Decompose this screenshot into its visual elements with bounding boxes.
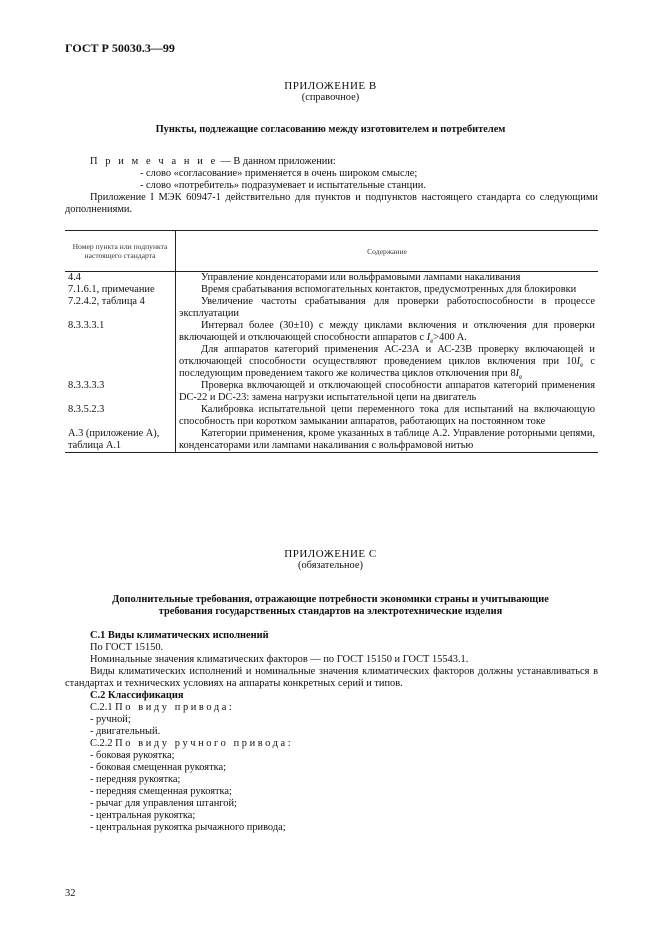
c22-line: С.2.2 По виду ручного привода: bbox=[90, 738, 294, 749]
page-number: 32 bbox=[65, 888, 76, 899]
list-item: - боковая рукоятка; bbox=[90, 750, 175, 761]
table-cell-content: Проверка включающей и отключающей способности аппаратов категорий применения DC-22 и DC-23: замена нагрузки испытательной цепи на двигатель bbox=[179, 380, 595, 403]
appendix-b-title: ПРИЛОЖЕНИЕ В bbox=[284, 80, 377, 92]
c2-heading: С.2 Классификация bbox=[90, 690, 184, 701]
clauses-table bbox=[65, 230, 598, 453]
list-item: - ручной; bbox=[90, 714, 131, 725]
table-header-row bbox=[65, 231, 598, 272]
table-header-content: Содержание bbox=[176, 231, 599, 272]
appendix-c-heading-line1: Дополнительные требования, отражающие потребности экономики страны и учитывающие bbox=[112, 594, 549, 605]
appendix-b-subtitle: (справочное) bbox=[301, 92, 360, 103]
appendix-c-heading-line2: требования государственных стандартов на электротехнические изделия bbox=[158, 606, 503, 617]
document-id-header: ГОСТ Р 50030.3—99 bbox=[65, 41, 175, 55]
list-item: - центральная рукоятка рычажного привода; bbox=[90, 822, 286, 833]
c1-paragraph: Виды климатических исполнений и номинальные значения климатических факторов должны устанавливаться в стандартах и технических условиях на аппараты конкретных серий и типов. bbox=[65, 666, 598, 689]
table-cell-clause: 8.3.3.3.1 bbox=[65, 320, 176, 380]
table-row bbox=[65, 404, 598, 428]
note-item: - слово «согласование» применяется в очень широком смысле; bbox=[140, 168, 418, 179]
table-cell-content: Интервал более (30±10) с между циклами включения и отключения для проверки включающей и отключающей способности аппаратов с $I_e>400$ A. Для аппаратов категорий применения АС-23А и АС-23В проверку включающей и отключающей способности осуществляют проведением циклов включения при $10I_e$ с последующим проведением такого же количества циклов отключения при $8I_e$ bbox=[179, 320, 595, 381]
table-row bbox=[65, 272, 598, 285]
list-item: - боковая смещенная рукоятка; bbox=[90, 762, 227, 773]
list-item: - рычаг для управления штангой; bbox=[90, 798, 237, 809]
table-row bbox=[65, 320, 598, 380]
appendix-b-heading: Пункты, подлежащие согласованию между изготовителем и потребителем bbox=[155, 124, 506, 135]
table-row bbox=[65, 284, 598, 296]
table-cell-clause: 7.2.4.2, таблица 4 bbox=[65, 296, 176, 320]
appendix-c-subtitle: (обязательное) bbox=[298, 560, 363, 571]
c21-line: С.2.1 По виду привода: bbox=[90, 702, 235, 713]
table-cell-content: Увеличение частоты срабатывания для проверки работоспособности в процессе эксплуатации bbox=[179, 296, 595, 319]
appendix-c-title: ПРИЛОЖЕНИЕ С bbox=[284, 548, 377, 560]
table-cell-content: Управление конденсаторами или вольфрамовыми лампами накаливания bbox=[201, 272, 521, 283]
table-cell-clause: А.3 (приложение А), таблица А.1 bbox=[65, 428, 176, 453]
table-header-clause: Номер пункта или подпункта настоящего стандарта bbox=[65, 231, 176, 272]
note-item: - слово «потребитель» подразумевает и испытательные станции. bbox=[140, 180, 426, 191]
c1-paragraph: По ГОСТ 15150. bbox=[90, 642, 164, 653]
list-item: - передняя смещенная рукоятка; bbox=[90, 786, 232, 797]
table-cell-clause: 8.3.3.3.3 bbox=[65, 380, 176, 404]
table-cell-content: Категории применения, кроме указанных в таблице А.2. Управление роторными цепями, конденсаторами или лампами накаливания с вольфрамовой нитью bbox=[176, 428, 599, 453]
table-cell-clause: 7.1.6.1, примечание bbox=[65, 284, 176, 296]
note-text: — В данном приложении: bbox=[220, 156, 336, 167]
note-label: П р и м е ч а н и е bbox=[90, 156, 218, 167]
table-cell-clause: 4.4 bbox=[65, 272, 176, 285]
table-row bbox=[65, 380, 598, 404]
table-cell-content: Время срабатывания вспомогательных контактов, предусмотренных для блокировки bbox=[201, 284, 577, 295]
appendix-b-note bbox=[90, 156, 598, 168]
c1-heading: С.1 Виды климатических исполнений bbox=[90, 630, 269, 641]
list-item: - центральная рукоятка; bbox=[90, 810, 196, 821]
list-item: - передняя рукоятка; bbox=[90, 774, 181, 785]
table-row bbox=[65, 296, 598, 320]
table-cell-clause: 8.3.5.2.3 bbox=[65, 404, 176, 428]
list-item: - двигательный. bbox=[90, 726, 161, 737]
table-cell-content: Калибровка испытательной цепи переменного тока для испытаний на включающую способность при коротком замыкании аппаратов, работающих на постоянном токе bbox=[179, 404, 595, 427]
table-row bbox=[65, 428, 598, 453]
appendix-b-intro: Приложение I МЭК 60947-1 действительно для пунктов и подпунктов настоящего стандарта со следующими дополнениями. bbox=[65, 192, 598, 215]
c1-paragraph: Номинальные значения климатических факторов — по ГОСТ 15150 и ГОСТ 15543.1. bbox=[90, 654, 469, 665]
